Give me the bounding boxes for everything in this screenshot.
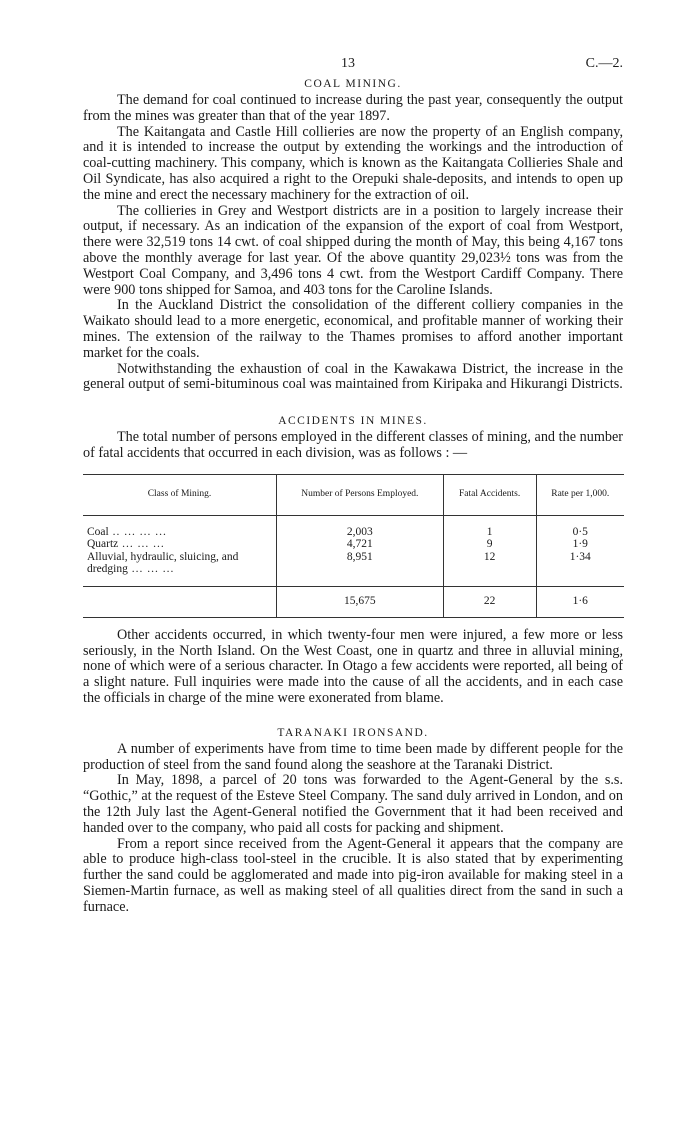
page-number: 13 (341, 56, 355, 71)
coal-paragraph-5: Notwithstanding the exhaustion of coal in the Kawakawa District, the increase in the general output of semi-bituminous coal was maintained from Kiripaka and Hikurangi Districts. (83, 360, 623, 393)
table-total-row (83, 586, 624, 617)
dot-leader: ... ... ... (127, 563, 175, 576)
page-header (83, 56, 623, 76)
cell-total-rate: 1·6 (536, 586, 624, 617)
taranaki-heading: TARANAKI IRONSAND. (277, 726, 429, 739)
table-row (83, 515, 624, 538)
header-fatal-accidents: Fatal Accidents. (443, 474, 536, 515)
cell-total-employed: 15,675 (277, 586, 444, 617)
cell-class (83, 515, 277, 538)
cell-employed: 4,721 (277, 538, 444, 551)
taranaki-paragraph-3: From a report since received from the Agent-General it appears that the company are able to produce high-class tool-steel in the crucible. It is also stated that by experimenting further the sand could be agglomerated and made into pig-iron available for making steel in a Siemen-Martin furnace, as well as making steel of all qualities direct from the sand in such a furnace. (83, 835, 623, 915)
document-page (83, 56, 623, 915)
cell-fatal: 1 (443, 515, 536, 538)
cell-rate: 1·34 (536, 551, 624, 587)
table-header-row (83, 474, 624, 515)
accidents-other-paragraph: Other accidents occurred, in which twenty-four men were injured, a few more or less seriously, in the North Island. On the West Coast, one in quartz and three in alluvial mining, none of which were of a serious character. In Otago a few accidents were reported, all being of a slight nature. Full inquiries were made into the cause of all the accidents, and in each case the officials in charge of the mine were exonerated from blame. (83, 626, 623, 706)
accidents-heading: ACCIDENTS IN MINES. (278, 415, 428, 428)
coal-paragraph-4: In the Auckland District the consolidation of the different colliery companies in the Waikato should lead to a more energetic, economical, and profitable manner of working their mines. The extension of the railway to the Thames promises to afford another important market for the coals. (83, 297, 623, 361)
accidents-intro: The total number of persons employed in the different classes of mining, and the number of fatal accidents that occurred in each division, was as follows : — (83, 429, 623, 461)
cell-employed: 8,951 (277, 551, 444, 587)
cell-total-fatal: 22 (443, 586, 536, 617)
cell-class (83, 538, 277, 551)
taranaki-paragraph-2: In May, 1898, a parcel of 20 tons was forwarded to the Agent-General by the s.s. “Gothic,” at the request of the Esteve Steel Company. The sand duly arrived in London, and on the 12th July last the Agent-General notified the Government that it had been received and handed over to the company, who paid all costs for packing and shipment. (83, 772, 623, 836)
table-row (83, 538, 624, 551)
table-row (83, 551, 624, 587)
header-persons-employed: Number of Persons Employed. (277, 474, 444, 515)
coal-paragraph-3: The collieries in Grey and Westport districts are in a position to largely increase their output, if necessary. As an indication of the expansion of the export of coal from Westport, there were 32,519 tons 14 cwt. of coal shipped during the month of May, this being 4,167 tons above the monthly average for last year. Of the above quantity 29,023½ tons was from the Westport Coal Company, and 3,496 tons 4 cwt. from the Westport Cardiff Company. There were 900 tons shipped for Samoa, and 403 tons for the Caroline Islands. (83, 202, 623, 298)
taranaki-paragraph-1: A number of experiments have from time to time been made by different people for the production of steel from the sand found along the seashore at the Taranaki District. (83, 740, 623, 773)
class-name: Quartz (87, 538, 119, 551)
cell-employed: 2,003 (277, 515, 444, 538)
accidents-table (83, 474, 624, 618)
coal-paragraph-2: The Kaitangata and Castle Hill collieries are now the property of an English company, and it is intended to increase the output by extending the workings and the introduction of coal-cutting machinery. This company, which is known as the Kaitangata Collieries Shale and Oil Syndicate, has also acquired a right to the Orepuki shale-deposits, and intends to open up the mine and erect the necessary machinery for the extraction of oil. (83, 123, 623, 203)
coal-paragraph-1: The demand for coal continued to increase during the past year, consequently the output from the mines was greater than that of the year 1897. (83, 92, 623, 124)
document-reference: C.—2. (585, 56, 623, 71)
cell-fatal: 12 (443, 551, 536, 587)
header-class-of-mining: Class of Mining. (83, 474, 277, 515)
class-name: Alluvial, hydraulic, sluicing, and dredging (87, 550, 239, 576)
cell-fatal: 9 (443, 538, 536, 551)
cell-rate: 0·5 (536, 515, 624, 538)
class-name: Coal (87, 525, 109, 538)
header-rate: Rate per 1,000. (536, 474, 624, 515)
coal-mining-heading: COAL MINING. (304, 78, 402, 90)
cell-class (83, 551, 277, 587)
dot-leader: .. ... ... ... (108, 525, 167, 538)
cell-total-label (83, 586, 277, 617)
cell-rate: 1·9 (536, 538, 624, 551)
dot-leader: ... ... ... (118, 538, 165, 551)
